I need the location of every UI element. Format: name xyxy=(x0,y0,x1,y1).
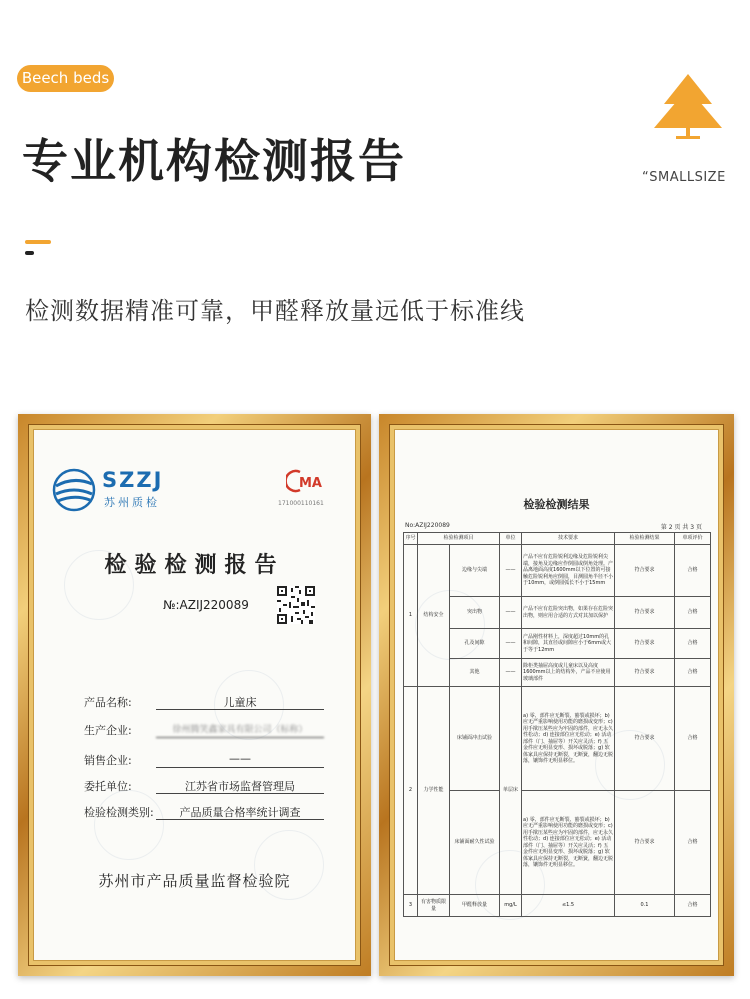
table-row: 孔及间隙 —— 产品刚性材料上，深度超过10mm的孔和间隙，其直径或间隙应小于6mm或大于等于12mm 符合要求 合格 xyxy=(404,629,711,659)
certificate-cover xyxy=(33,429,356,961)
qr-code-icon xyxy=(277,586,315,624)
page-title: 专业机构检测报告 xyxy=(22,134,406,188)
header-cell: 检验检测项目 xyxy=(418,533,500,545)
table-row: 2 力学性能 床铺面冲击试验 单层床 a) 零、部件应无断裂、豁裂或损坏；b) 应无严重影响使用功能的磨损或变形；c) 用手揿压某些应为牢固的部件，应无永久性松动；d) 连接部位应无松动；e) 活动部件（门、抽屉等）开关应灵活；f) 五金件应无明显变形、损坏或脱落；g) 软体家具应保持无断裂，无断簧，翻边无脱落，镶饰件无明显移位。 符合要求 合格 xyxy=(404,687,711,791)
cma-mark-icon xyxy=(286,468,330,494)
field-manufacturer: 生产企业: 徐州腾笑鑫家具有限公司（标称） xyxy=(84,720,324,740)
tree-logo-icon xyxy=(652,72,724,142)
report-number: №:AZIJ220089 xyxy=(163,598,249,612)
field-inspection-category: 检验检测类别: 产品质量合格率统计调查 xyxy=(84,802,324,822)
table-row: 3 有害物质限量 甲醛释放量 mg/L ≤1.5 0.1 合格 xyxy=(404,895,711,917)
cma-text: MA xyxy=(299,476,322,491)
table-row: 其他 —— 除柜类抽屉高度或儿童床以及高度1600mm以上的结构外，产品不应使用玻璃部件 符合要求 合格 xyxy=(404,659,711,687)
results-page-number: 第 2 页 共 3 页 xyxy=(660,524,702,531)
accent-divider xyxy=(25,240,51,244)
results-page xyxy=(394,429,719,961)
page-subtitle: 检测数据精准可靠，甲醛释放量远低于标准线 xyxy=(25,297,525,325)
table-header-row xyxy=(404,533,711,545)
field-product-name: 产品名称: 儿童床 xyxy=(84,692,324,712)
results-report-number: No:AZIJ220089 xyxy=(405,522,450,529)
field-commissioning-unit: 委托单位: 江苏省市场监督管理局 xyxy=(84,776,324,796)
header-cell: 单项评价 xyxy=(675,533,711,545)
org-logo-text: SZZJ xyxy=(102,468,164,492)
header-cell: 检验检测结果 xyxy=(615,533,675,545)
table-row: 床铺面耐久性试验 a) 零、部件应无断裂、豁裂或损坏；b) 应无严重影响使用功能的磨损或变形；c) 用手揿压某些应为牢固的部件，应无永久性松动；d) 连接部位应无松动；e) 活动部件（门、抽屉等）开关应灵活；f) 五金件应无明显变形、损坏或脱落；g) 软体家具应保持无断裂，无断簧，翻边无脱落，镶饰件无明显移位。 符合要求 合格 xyxy=(404,791,711,895)
report-title: 检验检测报告 xyxy=(104,553,285,578)
brand-name: “SMALLSIZE xyxy=(642,170,726,185)
results-frame xyxy=(379,414,734,976)
institute-name: 苏州市产品质量监督检验院 xyxy=(98,872,291,890)
category-badge: Beech beds xyxy=(17,65,114,92)
org-logo-subtext: 苏州质检 xyxy=(104,496,160,509)
results-table xyxy=(403,532,711,917)
szzj-globe-icon xyxy=(52,468,96,512)
header-cell: 单位 xyxy=(500,533,522,545)
cma-number: 171000110161 xyxy=(278,500,324,507)
header-cell: 技术要求 xyxy=(522,533,615,545)
dark-divider xyxy=(25,251,34,255)
table-row: 1 结构安全 边缘与尖端 —— 产品不应有危险锐利边缘及危险锐利尖端，接角及边缘应作倒圆或倒角处理。产品离地面高度1600mm以下位置的可接触危险锐利角应倒圆，目测圆角半径不小于10mm，或倒圆弧长不小于15mm 符合要求 合格 xyxy=(404,545,711,597)
results-title: 检验检测结果 xyxy=(523,498,590,511)
field-seller: 销售企业: —— xyxy=(84,750,324,770)
table-row: 突出物 —— 产品不应有危险突出物，如果存在危险突出物，则应用合适的方式对其加以保护 符合要求 合格 xyxy=(404,597,711,629)
certificate-frame xyxy=(18,414,371,976)
header-cell: 序号 xyxy=(404,533,418,545)
